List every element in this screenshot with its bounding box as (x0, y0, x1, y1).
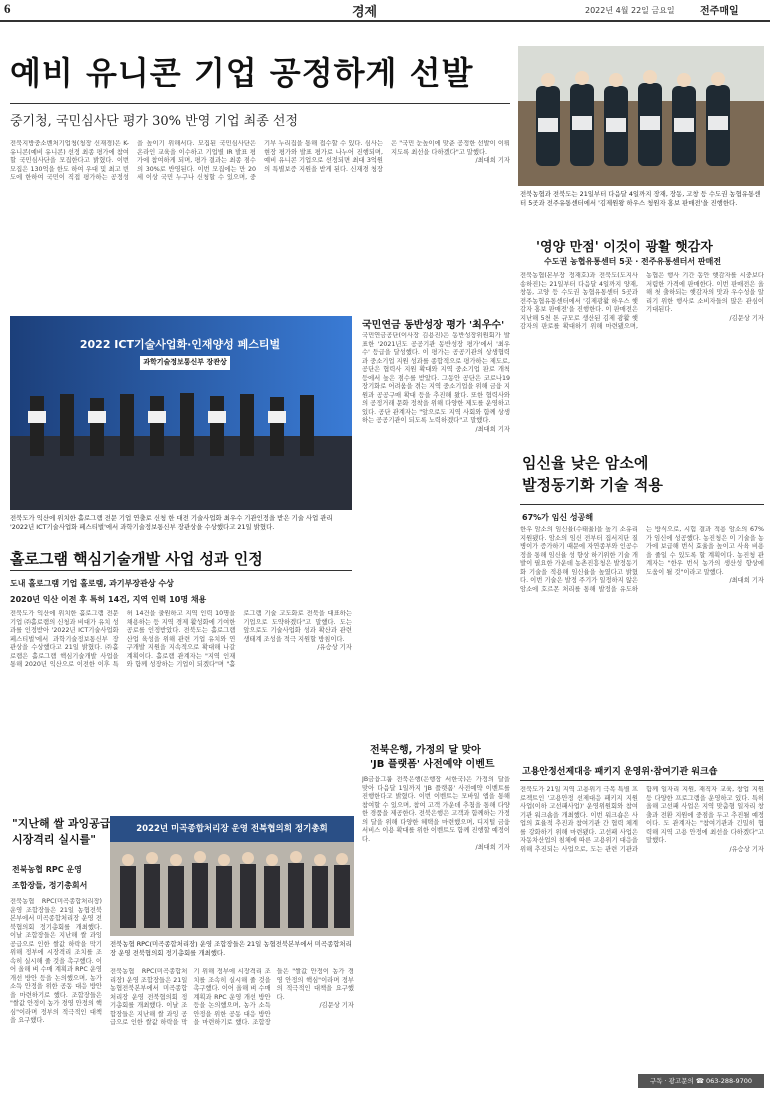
page-number: 6 (4, 1, 11, 16)
market-headline: '영양 만점' 이것이 광활 햇감자 (536, 240, 713, 255)
byline: /최대희 기자 (475, 844, 510, 851)
cow-headline (522, 452, 663, 496)
newspaper-name: 전주매일 (700, 6, 739, 17)
market-text: 전북농협(본부장 정재호)과 전북도(도지사 송하진)는 21일부터 다음달 4일까지 양재, 창동, 고양 등 수도권 농협유통센터 5곳과 전주농협유통센터에서 '김제광활 하우스 햇감자 홍보 판매전'을 진행한다. 이 판매전은 지난해 5천 톤 규모로 생산된 김제 광활 햇감자의 판로를 확대하기 위해 마련됐으며, 농협은 행사 기간 동안 햇감자를 시중보다 저렴한 가격에 판매한다. 이번 판매전은 올해 첫 출하되는 햇감자의 맛과 우수성을 알리기 위한 행사로 소비자들의 많은 관심이 기대된다. (520, 272, 764, 330)
market-photo-caption: 전북농협과 전북도는 21일부터 다음달 4일까지 장재, 장동, 고창 등 수도권 농협유통센터 5곳과 전주유통센터에서 '김제원왕 하우스 청원자 홍보 판매전'을 진행한다. (520, 190, 761, 207)
top-story-subheadline: 중기청, 국민심사단 평가 30% 반영 기업 최종 선정 (10, 114, 298, 129)
rice-sub1: 전북농협 RPC 운영 (12, 865, 82, 874)
rice-headline-line1: "지난해 쌀 과잉공급 (12, 817, 111, 830)
section-title: 경제 (352, 5, 378, 20)
cow-body (520, 526, 764, 748)
divider (520, 504, 764, 505)
cow-headline-line2: 발정동기화 기술 적용 (522, 476, 663, 494)
rice-banner-text: 2022년 미곡종합처리장 운영 전북협의회 정기총회 (136, 824, 328, 834)
jb-body (362, 776, 510, 1081)
divider (520, 780, 764, 781)
cow-subheadline: 67%가 임신 성공해 (522, 513, 594, 522)
jb-text: JB금융그룹 전북은행(은행장 서한국)은 가정의 달을 맞아 다음달 1일까지 'JB 플랫폼' 사전예약 이벤트를 진행한다고 밝혔다. 이번 이벤트는 모바일 앱을 통해 참여할 수 있으며, 참여 고객 가운데 추첨을 통해 다양한 경품을 제공한다. 전북은행은 고객과 함께하는 가정의 달을 위해 다양한 혜택을 마련했으며, 디지털 금융 서비스 이용 확대를 위한 이벤트도 함께 진행할 예정이다. (362, 776, 510, 843)
rice-meeting-photo (110, 816, 354, 936)
rice-body (10, 898, 102, 1084)
ict-text: 전북도가 익산에 위치한 홀로그램 전문기업 ㈜홀로램의 신청과 비대가 유치 성과를 인정받아 '2022년 ICT기술사업화 페스티벌'에서 과학기술정보통신부 장관상을 수상했다고 21일 밝혔다. ㈜홀로램은 홀로그램 핵심기술개발 사업을 통해 2020년 익산으로 이전한 이후 특허 14건을 출원하고 지역 인력 10명을 채용하는 등 지역 경제 활성화에 기여한 공로를 인정받았다. 전북도는 홀로그램 산업 육성을 위해 관련 기업 유치와 연구개발 지원을 지속적으로 확대해 나갈 계획이다. 홀로램 관계자는 "지역 인재와 함께 성장하는 기업이 되겠다"며 "홀로그램 기술 고도화로 전북을 대표하는 기업으로 도약하겠다"고 말했다. 도는 앞으로도 기술사업화 성과 확산과 관련 생태계 조성을 적극 지원할 방침이다. (10, 610, 352, 668)
rice-text: 전북농협 RPC(미곡종합처리장) 운영 조합장들은 21일 농협전북본부에서 미곡종합처리장 운영 전북협의회 정기총회를 개최했다. 이날 조합장들은 지난해 쌀 과잉 공급으로 인한 쌀값 하락을 막기 위해 정부에 시장격리 조치를 조속히 실시해 줄 것을 촉구했다. 이어 올해 벼 수매 계획과 RPC 운영 개선 방안 등을 논의했으며, 농가 소득 안정을 위한 공동 대응 방안을 마련하기로 했다. 조합장들은 "쌀값 안정이 농가 경영 안정의 핵심"이라며 정부의 적극적인 대책을 요구했다. (10, 898, 102, 1024)
pension-body (362, 332, 510, 732)
rice-sub2: 조합장들, 정기총회서 (12, 881, 88, 890)
rice-body-cont (110, 968, 354, 1084)
byline: /최대희 기자 (475, 425, 510, 433)
issue-date: 2022년 4월 22일 금요일 (585, 6, 675, 15)
rice-photo-caption: 전북농협 RPC(미곡종합처리장) 운영 조합장들은 21일 농협전북본부에서 미곡종합처리장 운영 전북협의회 정기총회를 개최했다. (110, 940, 352, 957)
ict-banner-text: 2022 ICT기술사업화·인재양성 페스티벌 (79, 338, 281, 351)
subscription-contact: 구독 · 광고문의 ☎ 063-288-9700 (638, 1074, 764, 1088)
top-story-text: 전북지방중소벤처기업청(청장 신재경)은 K-유니콘(예비 유니콘) 선정 최종 평가에 참여할 국민심사단을 모집한다고 밝혔다. 이번 모집은 130억을 한도 하여 우대 및 최고 빈도에 한하여 국민이 직접 평가하는 공정성을 높이기 위해서다. 모집된 국민심사단은 온라인 교육을 이수하고 기업별 IR 발표 평가에 참여하게 되며, 평가 결과는 최종 점수의 30%로 반영된다. 이번 모집에는 만 20세 이상 국민 누구나 신청할 수 있으며, 중기부 누리집을 통해 접수할 수 있다. 심사는 현장 평가와 발표 평가로 나누어 진행되며, 예비 유니콘 기업으로 선정되면 최대 3억원의 특별보증 지원을 받게 된다. 신재경 청장은 "국민 눈높이에 맞춘 공정한 선발이 이뤄지도록 최선을 다하겠다"고 말했다. (10, 140, 510, 181)
market-body (520, 272, 764, 382)
jb-headline-line2: 'JB 플랫폼' 사전예약 이벤트 (370, 759, 495, 770)
byline: /유승상 기자 (317, 644, 352, 651)
cow-headline-line1: 임신율 낮은 암소에 (522, 454, 649, 472)
ict-sub1: 도내 홀로그램 기업 홀로램, 과기부장관상 수상 (10, 579, 174, 588)
byline: /유승상 기자 (729, 845, 764, 853)
byline: /김문상 기자 (729, 314, 764, 322)
rice-headline-line2: 시장격리 실시를" (12, 833, 96, 846)
ict-award-photo (10, 316, 352, 510)
cow-text: 한우 암소의 임신율(수태율)을 높기 소유리 지원됐다. 암소의 임신 전부터 집서지단 질병이가 증가하기 때문에 자연종부와 인공수정을 통해 임신율 성 향상 하기위한 기술 개발이 필요한 가운데 농촌진흥청은 발정동기화 기술을 적용해 임신율을 높였다고 밝혔다. 이번 기술은 발정 주기가 일정하지 않은 암소에 호르몬 처리를 통해 발정을 유도하는 방식으로, 시험 결과 적용 암소의 67%가 임신에 성공했다. 농진청은 이 기술을 농가에 보급해 번식 효율을 높이고 사육 비용을 줄일 수 있도록 할 계획이다. 농진청 관계자는 "한우 번식 농가의 생산성 향상에 도움이 될 것"이라고 말했다. (520, 526, 764, 593)
pension-text: 국민연금공단(이사장 김용진)은 동반성장위원회가 발표한 '2021년도 공공기관 동반성장 평가'에서 '최우수' 등급을 달성했다. 이 평가는 공공기관의 상생협력과 중소기업 지원 성과를 종합적으로 평가하는 제도로, 공단은 협력사 지원 확대와 지역 중소기업 판로 개척 등에서 높은 점수를 받았다. 그동안 공단은 코로나19 장기화로 어려움을 겪는 지역 중소기업을 위해 금융 지원과 공공구매 확대 등을 추진해 왔다. 또한 협력사와의 공정거래 문화 정착을 위해 다양한 제도를 운영하고 있다. 공단 관계자는 "앞으로도 지역 사회와 함께 상생하는 공공기관이 되도록 노력하겠다"고 말했다. (362, 332, 510, 424)
page-header (0, 0, 770, 22)
rice-text-cont: 전북농협 RPC(미곡종합처리장) 운영 조합장들은 21일 농협전북본부에서 미곡종합처리장 운영 전북협의회 정기총회를 개최했다. 이날 조합장들은 지난해 쌀 과잉 공급으로 인한 쌀값 하락을 막기 위해 정부에 시장격리 조치를 조속히 실시해 줄 것을 촉구했다. 이어 올해 벼 수매 계획과 RPC 운영 개선 방안 등을 논의했으며, 농가 소득 안정을 위한 공동 대응 방안을 마련하기로 했다. 조합장들은 "쌀값 안정이 농가 경영 안정의 핵심"이라며 정부의 적극적인 대책을 요구했다. (110, 968, 354, 1026)
employment-headline: 고용안정선제대응 패키지 운영위·참여기관 워크숍 (522, 767, 718, 777)
jb-headline (370, 744, 495, 772)
ict-sub2: 2020년 익산 이전 후 특허 14건, 지역 인력 10명 채용 (10, 595, 207, 604)
ict-photo-caption: 전북도가 익산에 위치한 홀로그램 전문 기업 연출로 신청 한 대전 기술사업화 최우수 기관인정을 받은 기술 사업 관리 '2022년 ICT기술사업화 페스티벌'에서 과학기술정보통신부 장관상을 수상했다고 21일 밝혔다. (10, 514, 333, 531)
jb-headline-line1: 전북은행, 가정의 달 맞아 (370, 745, 481, 756)
rice-headline (12, 816, 110, 848)
divider (10, 103, 510, 104)
market-photo (518, 46, 764, 186)
market-photo-illustration (518, 46, 764, 186)
byline: /최대희 기자 (729, 577, 764, 584)
byline: /최대희 기자 (475, 157, 510, 164)
ict-headline: 홀로그램 핵심기술개발 사업 성과 인정 (10, 550, 263, 568)
top-story-headline: 예비 유니콘 기업 공정하게 선발 (10, 54, 474, 92)
market-subheadline: 수도권 농협유통센터 5곳 · 전주유통센터서 판매전 (544, 257, 722, 266)
byline: /김문상 기자 (319, 1002, 354, 1009)
ict-body (10, 610, 352, 760)
divider (10, 570, 352, 571)
employment-body (520, 786, 764, 1068)
rice-photo-illustration (110, 816, 354, 936)
employment-text: 전북도가 21일 지역 고용위기 극복 특별 프로젝트인 '고용안정 선제대응 패키지 지원사업(이하 고선패사업)' 운영위원회와 참여기관 워크숍을 개최했다. 이번 워크숍은 사업의 효율적 추진과 참여기관 간 협력 체계를 강화하기 위해 마련됐다. 고선패 사업은 자동차산업의 침체에 따른 고용위기 대응을 위해 추진되는 사업으로, 도는 관련 기관과 함께 일자리 지원, 재직자 교육, 창업 지원 등 다양한 프로그램을 운영하고 있다. 특히 올해 고선패 사업은 지역 맞춤형 일자리 창출과 전환 지원에 중점을 두고 추진될 예정이다. 도 관계자는 "참여기관과 긴밀히 협력해 지역 고용 안정에 최선을 다하겠다"고 말했다. (520, 786, 764, 853)
ict-sign-text: 과학기술정보통신부 장관상 (143, 358, 227, 366)
pension-headline: 국민연금 동반성장 평가 '최우수' (362, 320, 505, 331)
top-story-body (10, 140, 510, 315)
